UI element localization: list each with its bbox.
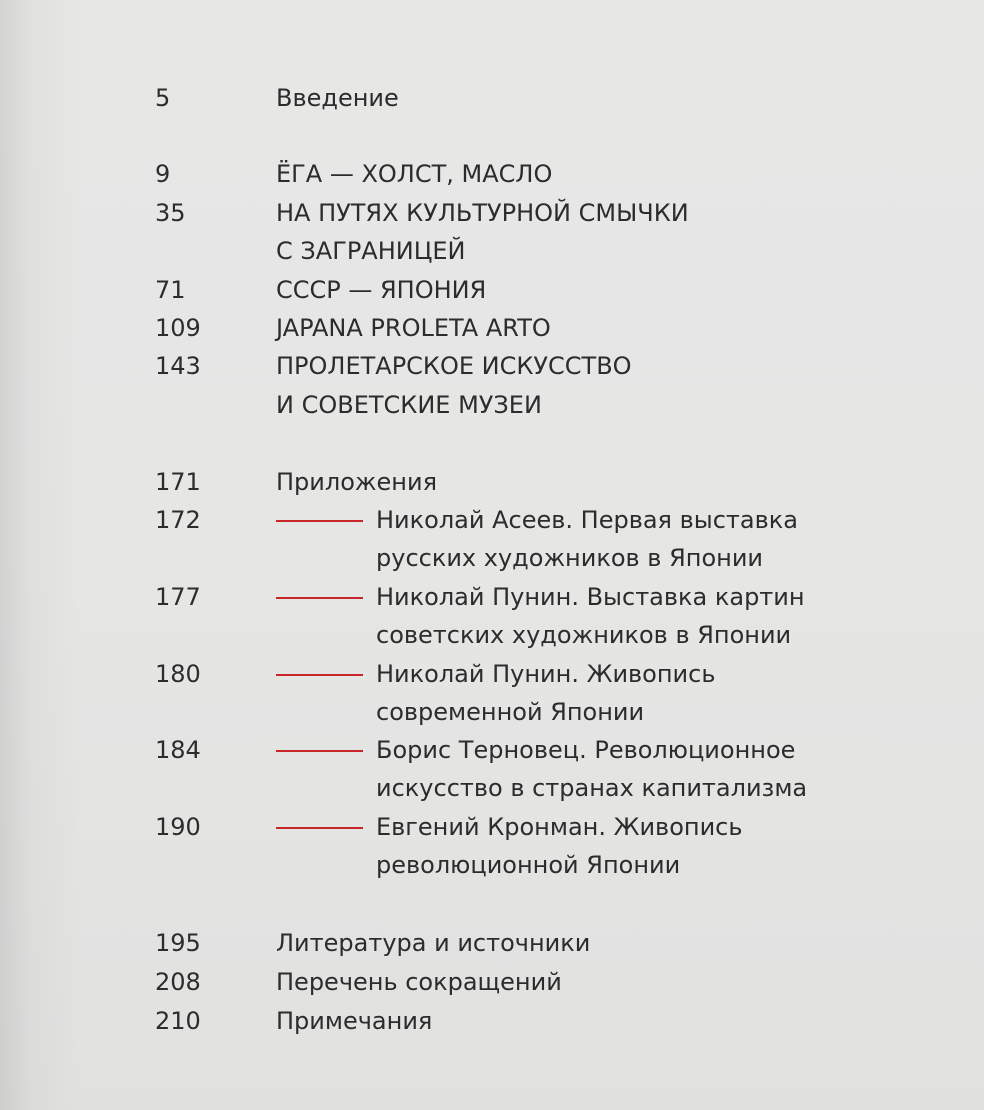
red-rule-divider xyxy=(276,750,363,752)
toc-page-number: 195 xyxy=(155,929,201,957)
toc-title-continued: русских художников в Японии xyxy=(376,544,764,572)
toc-title: Николай Пунин. Выставка картин xyxy=(376,583,805,611)
toc-entry-appendix xyxy=(0,463,984,501)
toc-title-continued: С ЗАГРАНИЦЕЙ xyxy=(276,237,466,265)
toc-title: Евгений Кронман. Живопись xyxy=(376,813,743,841)
toc-entry-chapter-4 xyxy=(0,309,984,347)
toc-title-continued: революционной Японии xyxy=(376,851,681,879)
toc-entry-chapter-2-continued xyxy=(0,232,984,270)
toc-title: Примечания xyxy=(276,1007,433,1035)
toc-page-number: 71 xyxy=(155,276,186,304)
toc-entry-chapter-5 xyxy=(0,347,984,385)
red-rule-divider xyxy=(276,597,363,599)
toc-entry-abbreviations xyxy=(0,963,984,1001)
toc-entry-notes xyxy=(0,1002,984,1040)
toc-page-number: 208 xyxy=(155,968,201,996)
toc-appendix-item-1 xyxy=(0,501,984,539)
toc-entry-chapter-2 xyxy=(0,194,984,232)
toc-title: ПРОЛЕТАРСКОЕ ИСКУССТВО xyxy=(276,352,632,380)
toc-appendix-item-3-continued xyxy=(0,693,984,731)
toc-entry-intro xyxy=(0,79,984,117)
toc-title: Борис Терновец. Революционное xyxy=(376,736,796,764)
toc-appendix-item-4-continued xyxy=(0,769,984,807)
red-rule-divider xyxy=(276,827,363,829)
toc-page-number: 109 xyxy=(155,314,201,342)
toc-appendix-item-3 xyxy=(0,655,984,693)
toc-title: Приложения xyxy=(276,468,438,496)
toc-entry-chapter-5-continued xyxy=(0,386,984,424)
toc-page-number: 35 xyxy=(155,199,186,227)
toc-page-number: 180 xyxy=(155,660,201,688)
toc-title: Введение xyxy=(276,84,399,112)
red-rule-divider xyxy=(276,674,363,676)
toc-entry-chapter-3 xyxy=(0,271,984,309)
toc-page-number: 172 xyxy=(155,506,201,534)
toc-appendix-item-1-continued xyxy=(0,539,984,577)
toc-title: Перечень сокращений xyxy=(276,968,562,996)
toc-page-number: 143 xyxy=(155,352,201,380)
toc-appendix-item-2-continued xyxy=(0,616,984,654)
toc-page-number: 9 xyxy=(155,160,171,188)
toc-appendix-item-4 xyxy=(0,731,984,769)
toc-appendix-item-5 xyxy=(0,808,984,846)
toc-title: JAPANA PROLETA ARTO xyxy=(276,314,551,342)
toc-appendix-item-2 xyxy=(0,578,984,616)
toc-title: Николай Пунин. Живопись xyxy=(376,660,716,688)
toc-entry-literature xyxy=(0,924,984,962)
toc-page-number: 190 xyxy=(155,813,201,841)
toc-title-continued: советских художников в Японии xyxy=(376,621,792,649)
toc-page-number: 210 xyxy=(155,1007,201,1035)
toc-page-number: 177 xyxy=(155,583,201,611)
toc-title: НА ПУТЯХ КУЛЬТУРНОЙ СМЫЧКИ xyxy=(276,199,689,227)
toc-appendix-item-5-continued xyxy=(0,846,984,884)
toc-page-number: 171 xyxy=(155,468,201,496)
toc-title-continued: И СОВЕТСКИЕ МУЗЕИ xyxy=(276,391,542,419)
toc-title: СССР — ЯПОНИЯ xyxy=(276,276,487,304)
toc-page-number: 184 xyxy=(155,736,201,764)
toc-title: Литература и источники xyxy=(276,929,591,957)
toc-title-continued: искусство в странах капитализма xyxy=(376,774,808,802)
toc-page-number: 5 xyxy=(155,84,171,112)
toc-title: Николай Асеев. Первая выставка xyxy=(376,506,798,534)
toc-title: ЁГА — ХОЛСТ, МАСЛО xyxy=(276,160,553,188)
toc-entry-chapter-1 xyxy=(0,155,984,193)
toc-title-continued: современной Японии xyxy=(376,698,645,726)
red-rule-divider xyxy=(276,520,363,522)
